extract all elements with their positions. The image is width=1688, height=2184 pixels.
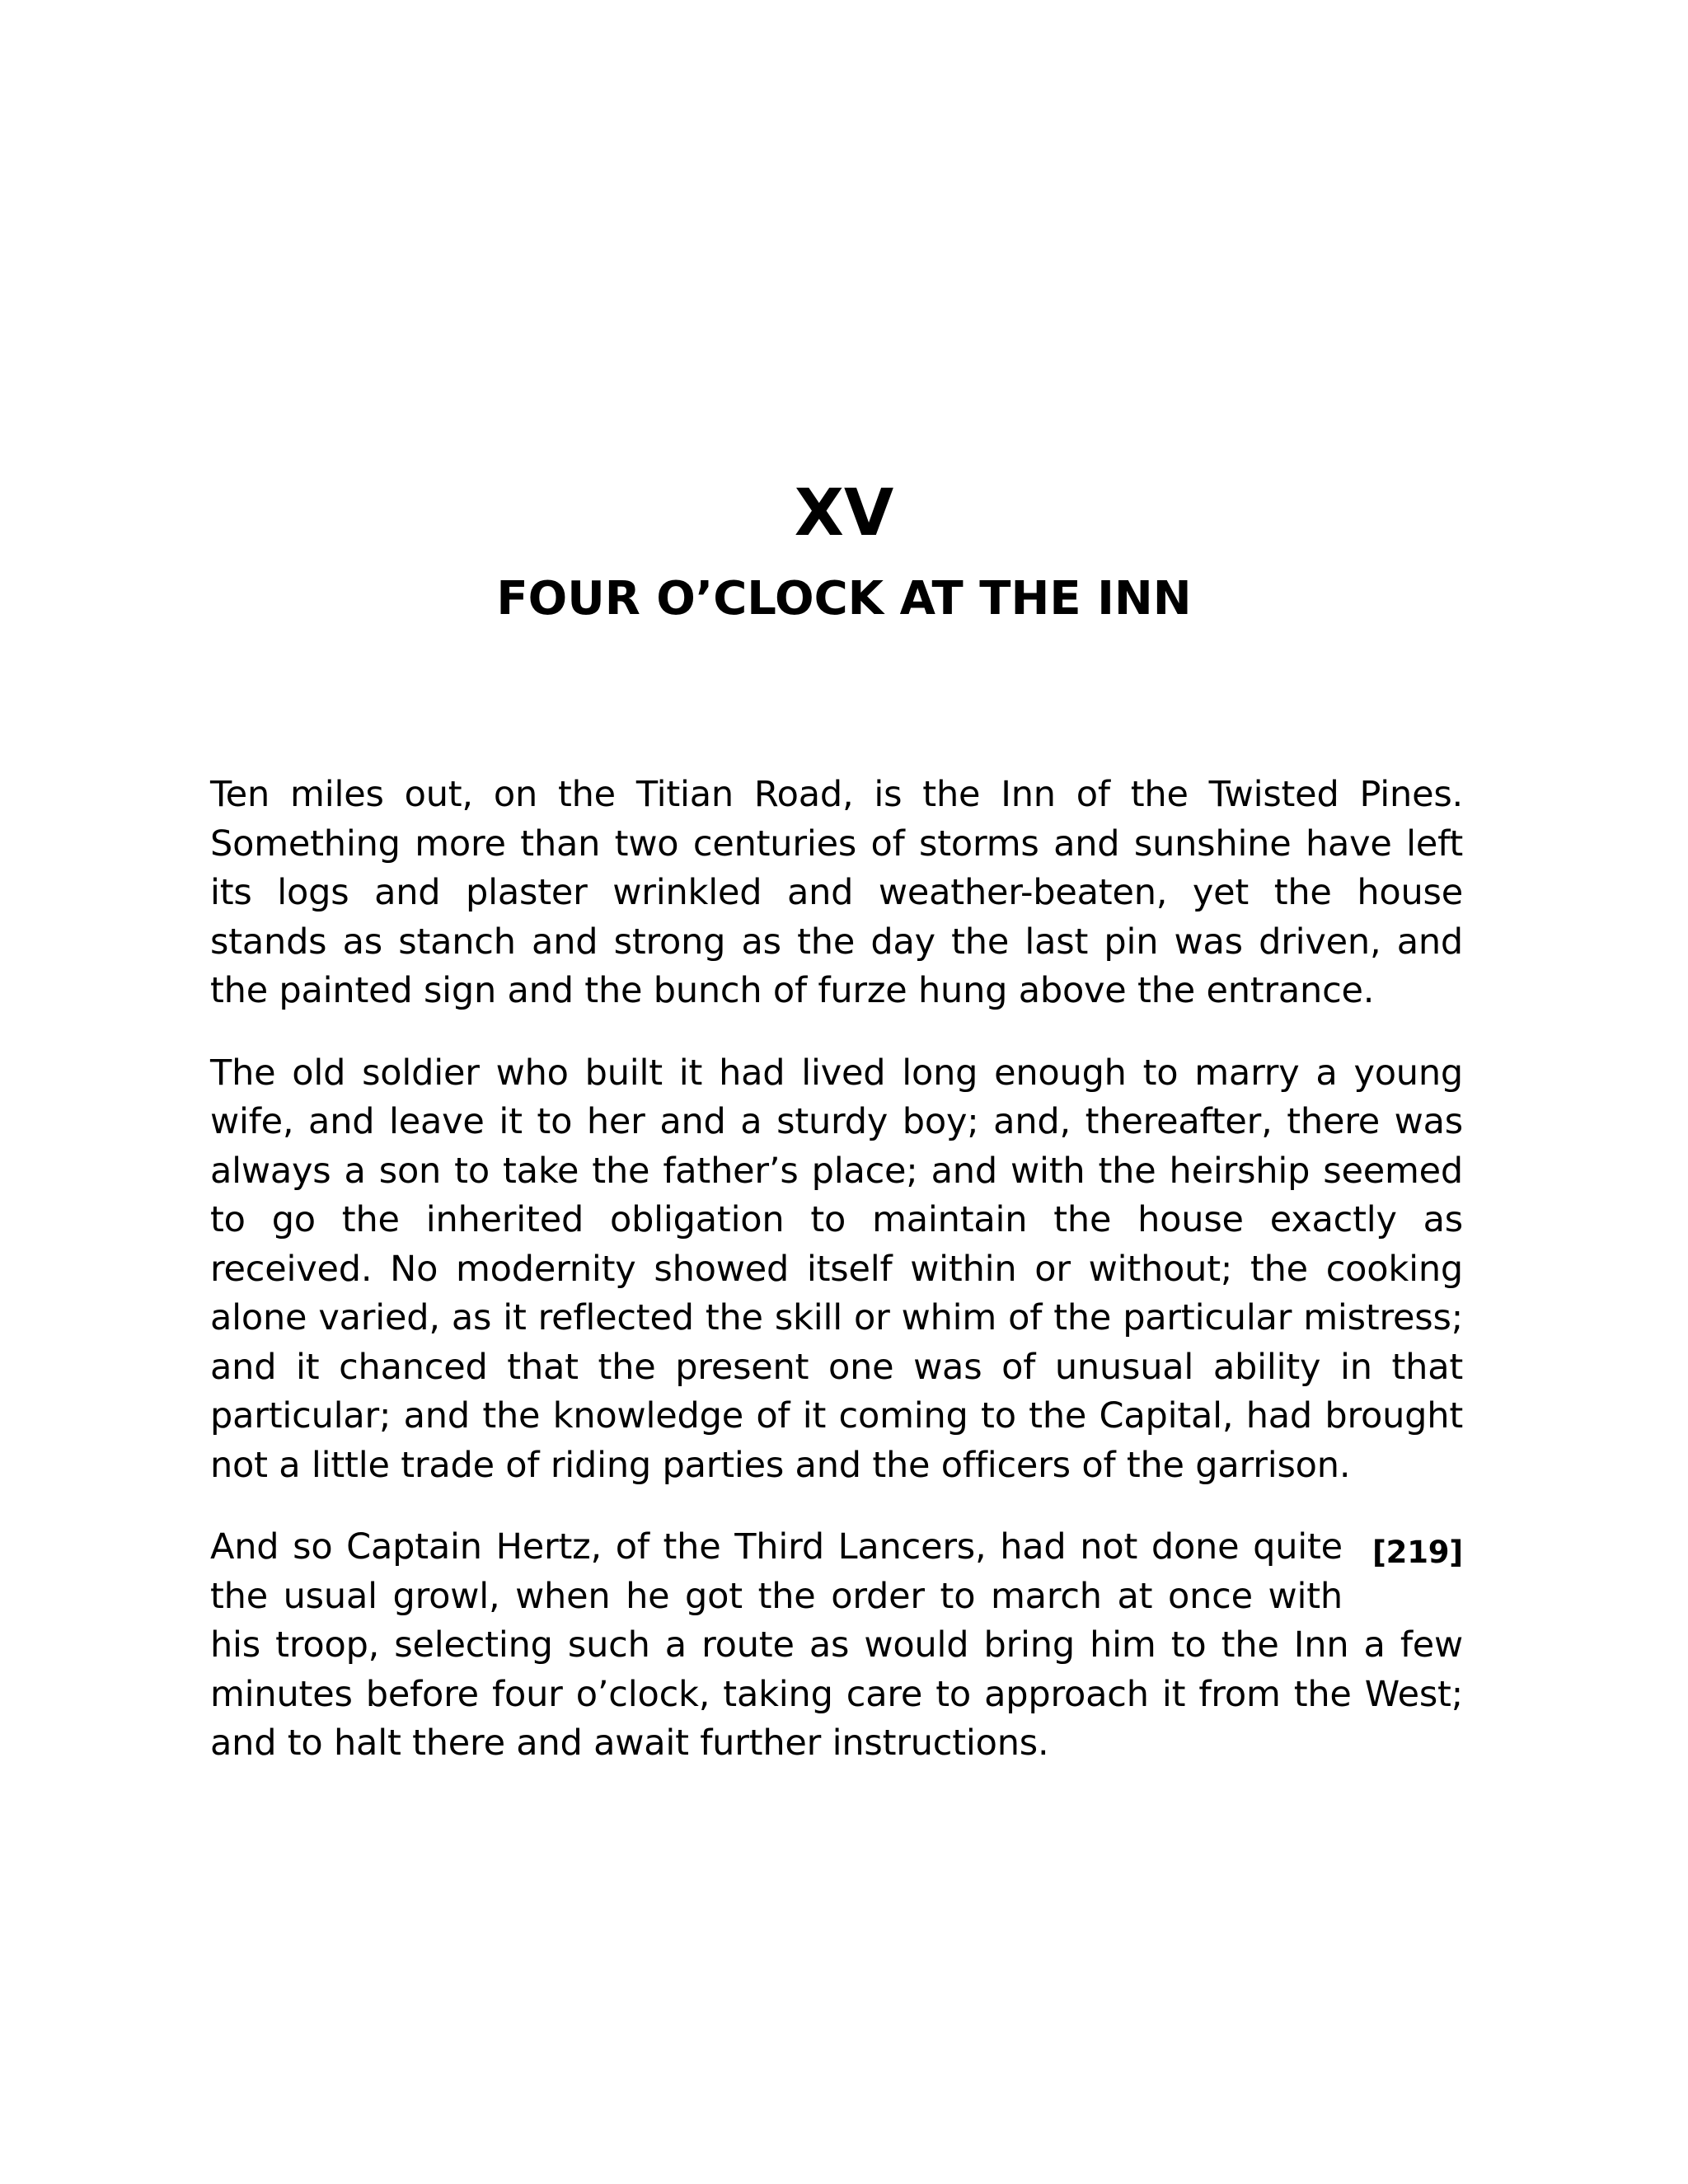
paragraph-1: Ten miles out, on the Titian Road, is the Inn of the Twisted Pines. Something more than two centuries of storms and sunshine have left its logs and plaster wrinkled and weather-beaten, yet the house stands as stanch and strong as the day the last pin was driven, and the painted sign and the bunch of furze hung above the entrance.	[210, 774, 1463, 1011]
chapter-title: FOUR O’CLOCK AT THE INN	[496, 572, 1192, 626]
paragraph-2: The old soldier who built it had lived long enough to marry a young wife, and leave it to her and a sturdy boy; and, thereafter, there was always a son to take the father’s place; and with the heirship seemed to go the inherited obligation to maintain the house exactly as received. No modernity showed itself within or without; the cooking alone varied, as it reflected the skill or whim of the particular mistress; and it chanced that the present one was of unusual ability in that particular; and the knowledge of it coming to the Capital, had brought not a little trade of riding parties and the officers of the garrison.	[210, 1052, 1463, 1486]
chapter-body	[210, 771, 1463, 1802]
paragraph-3-text: And so Captain Hertz, of the Third Lancers, had not done quite the usual growl, when he got the order to march at once with his troop, selecting such a route as would bring him to the Inn a few minutes before four o’clock, taking care to approach it from the West; and to halt there and await further instructions.	[210, 1526, 1463, 1764]
page-number: [219]	[1372, 1535, 1463, 1570]
paragraph-3	[210, 1523, 1463, 1769]
chapter-number: XV	[794, 476, 894, 551]
